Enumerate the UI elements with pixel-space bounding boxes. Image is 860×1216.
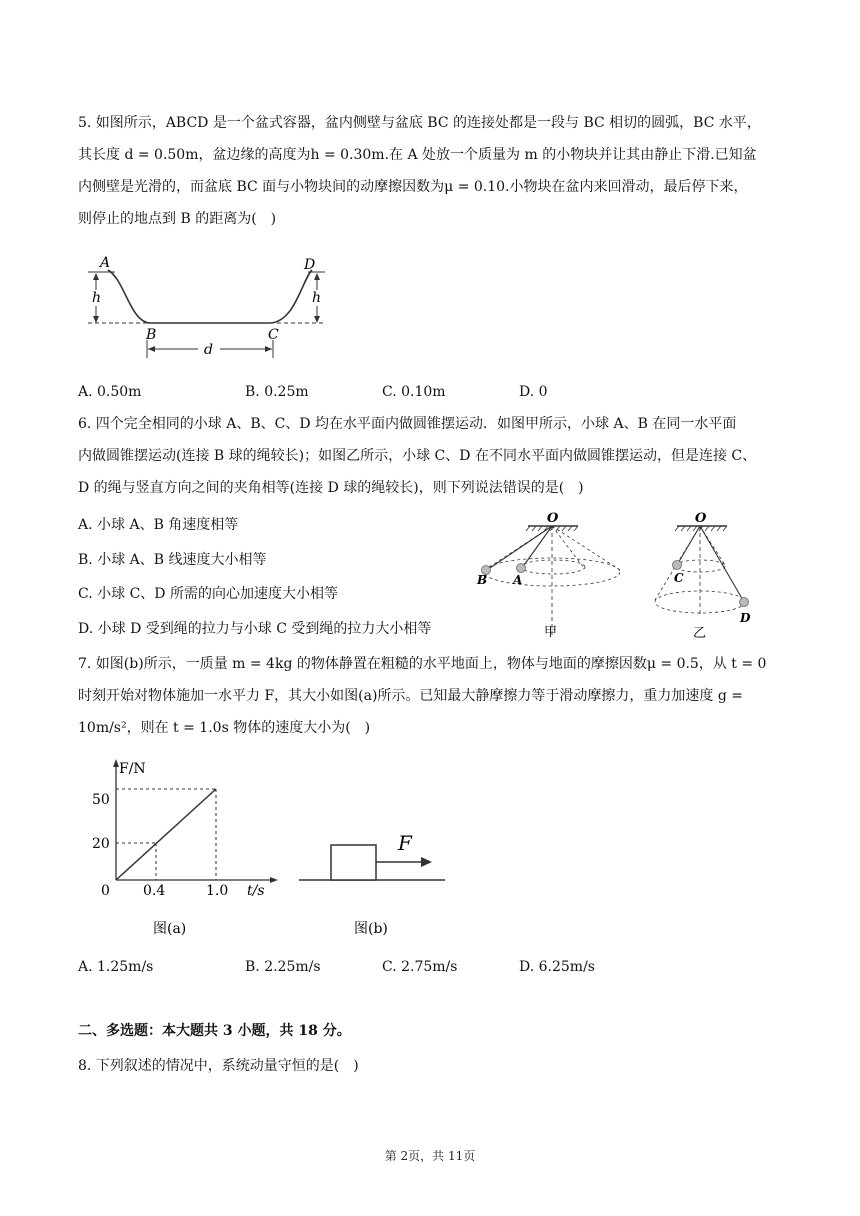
q7-graph-xlabel: t/s xyxy=(247,883,265,899)
q6-option-c[interactable]: C. 小球 C、D 所需的向心加速度大小相等 xyxy=(78,586,338,602)
q6-yi-caption: 乙 xyxy=(693,626,707,641)
q7-block-force-label: F xyxy=(398,831,412,855)
q8-stem: 8. 下列叙述的情况中，系统动量守恒的是( ) xyxy=(78,1058,359,1074)
q5-option-d[interactable]: D. 0 xyxy=(519,384,548,400)
q5-label-h-left: h xyxy=(92,290,102,306)
section-heading-multiple-choice: 二、多选题：本大题共 3 小题，共 18 分。 xyxy=(78,1023,351,1039)
q6-figure-jia xyxy=(470,510,620,645)
q7-graph-x04: 0.4 xyxy=(143,883,166,899)
q6-option-b[interactable]: B. 小球 A、B 线速度大小相等 xyxy=(78,552,267,568)
q6-option-a[interactable]: A. 小球 A、B 角速度相等 xyxy=(78,517,239,533)
q6-jia-label-a: A xyxy=(513,573,523,587)
q5-line-3: 内侧壁是光滑的，而盆底 BC 面与小物块间的动摩擦因数为μ = 0.10.小物块在盆内来回滑动，最后停下来， xyxy=(78,179,748,195)
q6-option-d[interactable]: D. 小球 D 受到绳的拉力与小球 C 受到绳的拉力大小相等 xyxy=(78,621,432,637)
q5-line-1: 5. 如图所示，ABCD 是一个盆式容器，盆内侧壁与盆底 BC 的连接处都是一段与 BC 相切的圆弧，BC 水平， xyxy=(78,115,761,131)
q6-line-3: D 的绳与竖直方向之间的夹角相等(连接 D 球的绳较长)，则下列说法错误的是( ) xyxy=(78,480,584,496)
q7-option-b[interactable]: B. 2.25m/s xyxy=(245,959,321,975)
q7-line-2: 时刻开始对物体施加一水平力 F，其大小如图(a)所示。已知最大静摩擦力等于滑动摩擦力，重力加速度 g = xyxy=(78,688,744,704)
q7-option-d[interactable]: D. 6.25m/s xyxy=(519,959,595,975)
q7-graph-ylabel: F/N xyxy=(119,761,146,777)
q6-yi-label-d: D xyxy=(740,611,751,625)
q6-yi-label-o: O xyxy=(695,511,707,526)
q7-option-c[interactable]: C. 2.75m/s xyxy=(382,959,458,975)
q5-label-d-length: d xyxy=(204,342,213,358)
q7-graph-y20: 20 xyxy=(92,836,110,852)
q5-label-b: B xyxy=(146,327,157,343)
q5-label-a: A xyxy=(100,255,111,271)
q6-jia-label-b: B xyxy=(477,573,488,587)
q6-line-1: 6. 四个完全相同的小球 A、B、C、D 均在水平面内做圆锥摆运动．如图甲所示，小球 A、B 在同一水平面 xyxy=(78,416,737,432)
q7-graph-origin: 0 xyxy=(101,883,110,899)
q5-option-b[interactable]: B. 0.25m xyxy=(245,384,309,400)
q5-line-4: 则停止的地点到 B 的距离为( ) xyxy=(78,211,277,227)
q6-figure-yi xyxy=(645,510,760,645)
q7-graph-caption-a: 图(a) xyxy=(153,921,187,937)
q7-graph-caption-b: 图(b) xyxy=(354,921,388,937)
q5-line-2: 其长度 d = 0.50m，盆边缘的高度为h = 0.30m.在 A 处放一个质量为 m 的小物块并让其由静止下滑.已知盆 xyxy=(78,147,757,163)
q7-graph-y50: 50 xyxy=(92,792,110,808)
q5-bowl-figure xyxy=(80,250,340,365)
q7-block-figure xyxy=(295,820,455,940)
q5-option-a[interactable]: A. 0.50m xyxy=(78,384,142,400)
page-footer: 第 2页，共 11页 xyxy=(384,1149,476,1163)
q6-jia-label-o: O xyxy=(547,511,559,526)
q6-jia-caption: 甲 xyxy=(544,625,558,640)
q7-line-3: 10m/s²，则在 t = 1.0s 物体的速度大小为( ) xyxy=(78,720,371,736)
q5-label-d-point: D xyxy=(304,257,316,273)
q6-yi-label-c: C xyxy=(674,571,684,585)
q7-force-graph xyxy=(85,755,285,940)
q6-line-2: 内做圆锥摆运动(连接 B 球的绳较长)；如图乙所示，小球 C、D 在不同水平面内做圆锥摆运动，但是连接 C、 xyxy=(78,448,757,464)
q5-option-c[interactable]: C. 0.10m xyxy=(382,384,446,400)
q7-option-a[interactable]: A. 1.25m/s xyxy=(78,959,154,975)
q7-graph-x10: 1.0 xyxy=(206,883,229,899)
q5-label-h-right: h xyxy=(312,290,322,306)
q5-label-c: C xyxy=(268,327,279,343)
q7-line-1: 7. 如图(b)所示，一质量 m = 4kg 的物体静置在粗糙的水平地面上，物体与地面的摩擦因数μ = 0.5，从 t = 0 xyxy=(78,656,767,672)
